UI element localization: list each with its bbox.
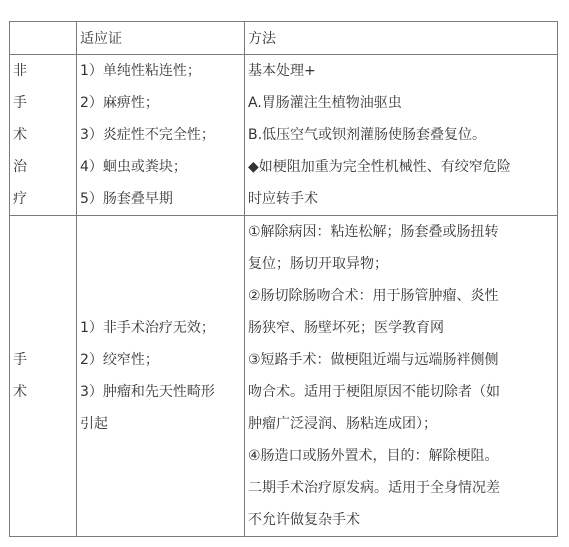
- indication-cell-surgical: [77, 216, 245, 537]
- category-char: 治: [13, 159, 27, 175]
- method-line: ③短路手术：做梗阻近端与远端肠袢侧侧: [248, 352, 499, 368]
- category-char: 手: [13, 352, 27, 368]
- table-row-surgical: [10, 216, 558, 537]
- method-line: 吻合术。适用于梗阻原因不能切除者（如: [248, 384, 500, 400]
- method-line: 基本处理+: [248, 63, 316, 79]
- method-cell-surgical: [245, 216, 558, 537]
- method-line: 肿瘤广泛浸润、肠粘连成团）；: [248, 416, 437, 432]
- indication-item: 2）绞窄性；: [80, 352, 159, 368]
- indication-item: 1）单纯性粘连性；: [80, 63, 201, 79]
- indication-item: 5）肠套叠早期: [80, 191, 173, 207]
- method-line: 时应转手术: [248, 191, 318, 207]
- indication-item: 3）炎症性不完全性；: [80, 127, 215, 143]
- method-line: 肠狭窄、肠壁坏死；医学教育网: [248, 320, 444, 336]
- category-char: 术: [13, 384, 27, 400]
- category-cell-surgical: [10, 216, 77, 537]
- method-line: 复位；肠切开取异物；: [248, 256, 388, 272]
- indication-item: 2）麻痹性；: [80, 95, 159, 111]
- indication-item: 1）非手术治疗无效；: [80, 320, 215, 336]
- method-line: ①解除病因：粘连松解；肠套叠或肠扭转: [248, 224, 499, 240]
- table-header-row: [10, 22, 558, 55]
- table-row-nonsurgical: [10, 55, 558, 216]
- header-category: [10, 22, 77, 55]
- category-cell-nonsurgical: [10, 55, 77, 216]
- indication-item: 4）蛔虫或粪块；: [80, 159, 187, 175]
- method-line: 不允许做复杂手术: [248, 512, 360, 528]
- category-char: 手: [13, 95, 27, 111]
- header-indication: 适应证: [77, 22, 245, 55]
- method-line: ②肠切除肠吻合术：用于肠管肿瘤、炎性: [248, 288, 499, 304]
- method-cell-nonsurgical: [245, 55, 558, 216]
- indication-item: 引起: [80, 416, 108, 432]
- category-char: 术: [13, 127, 27, 143]
- method-line: B.低压空气或钡剂灌肠使肠套叠复位。: [248, 127, 487, 143]
- indication-cell-nonsurgical: [77, 55, 245, 216]
- indication-item: 3）肿瘤和先天性畸形: [80, 384, 215, 400]
- method-line: ◆如梗阻加重为完全性机械性、有绞窄危险: [248, 159, 511, 175]
- method-line: A.胃肠灌注生植物油驱虫: [248, 95, 402, 111]
- category-char: 疗: [13, 191, 27, 207]
- header-method: 方法: [245, 22, 558, 55]
- category-char: 非: [13, 63, 27, 79]
- method-line: ④肠造口或肠外置术，目的：解除梗阻。: [248, 448, 499, 464]
- method-line: 二期手术治疗原发病。适用于全身情况差: [248, 480, 500, 496]
- treatment-table: [9, 21, 558, 537]
